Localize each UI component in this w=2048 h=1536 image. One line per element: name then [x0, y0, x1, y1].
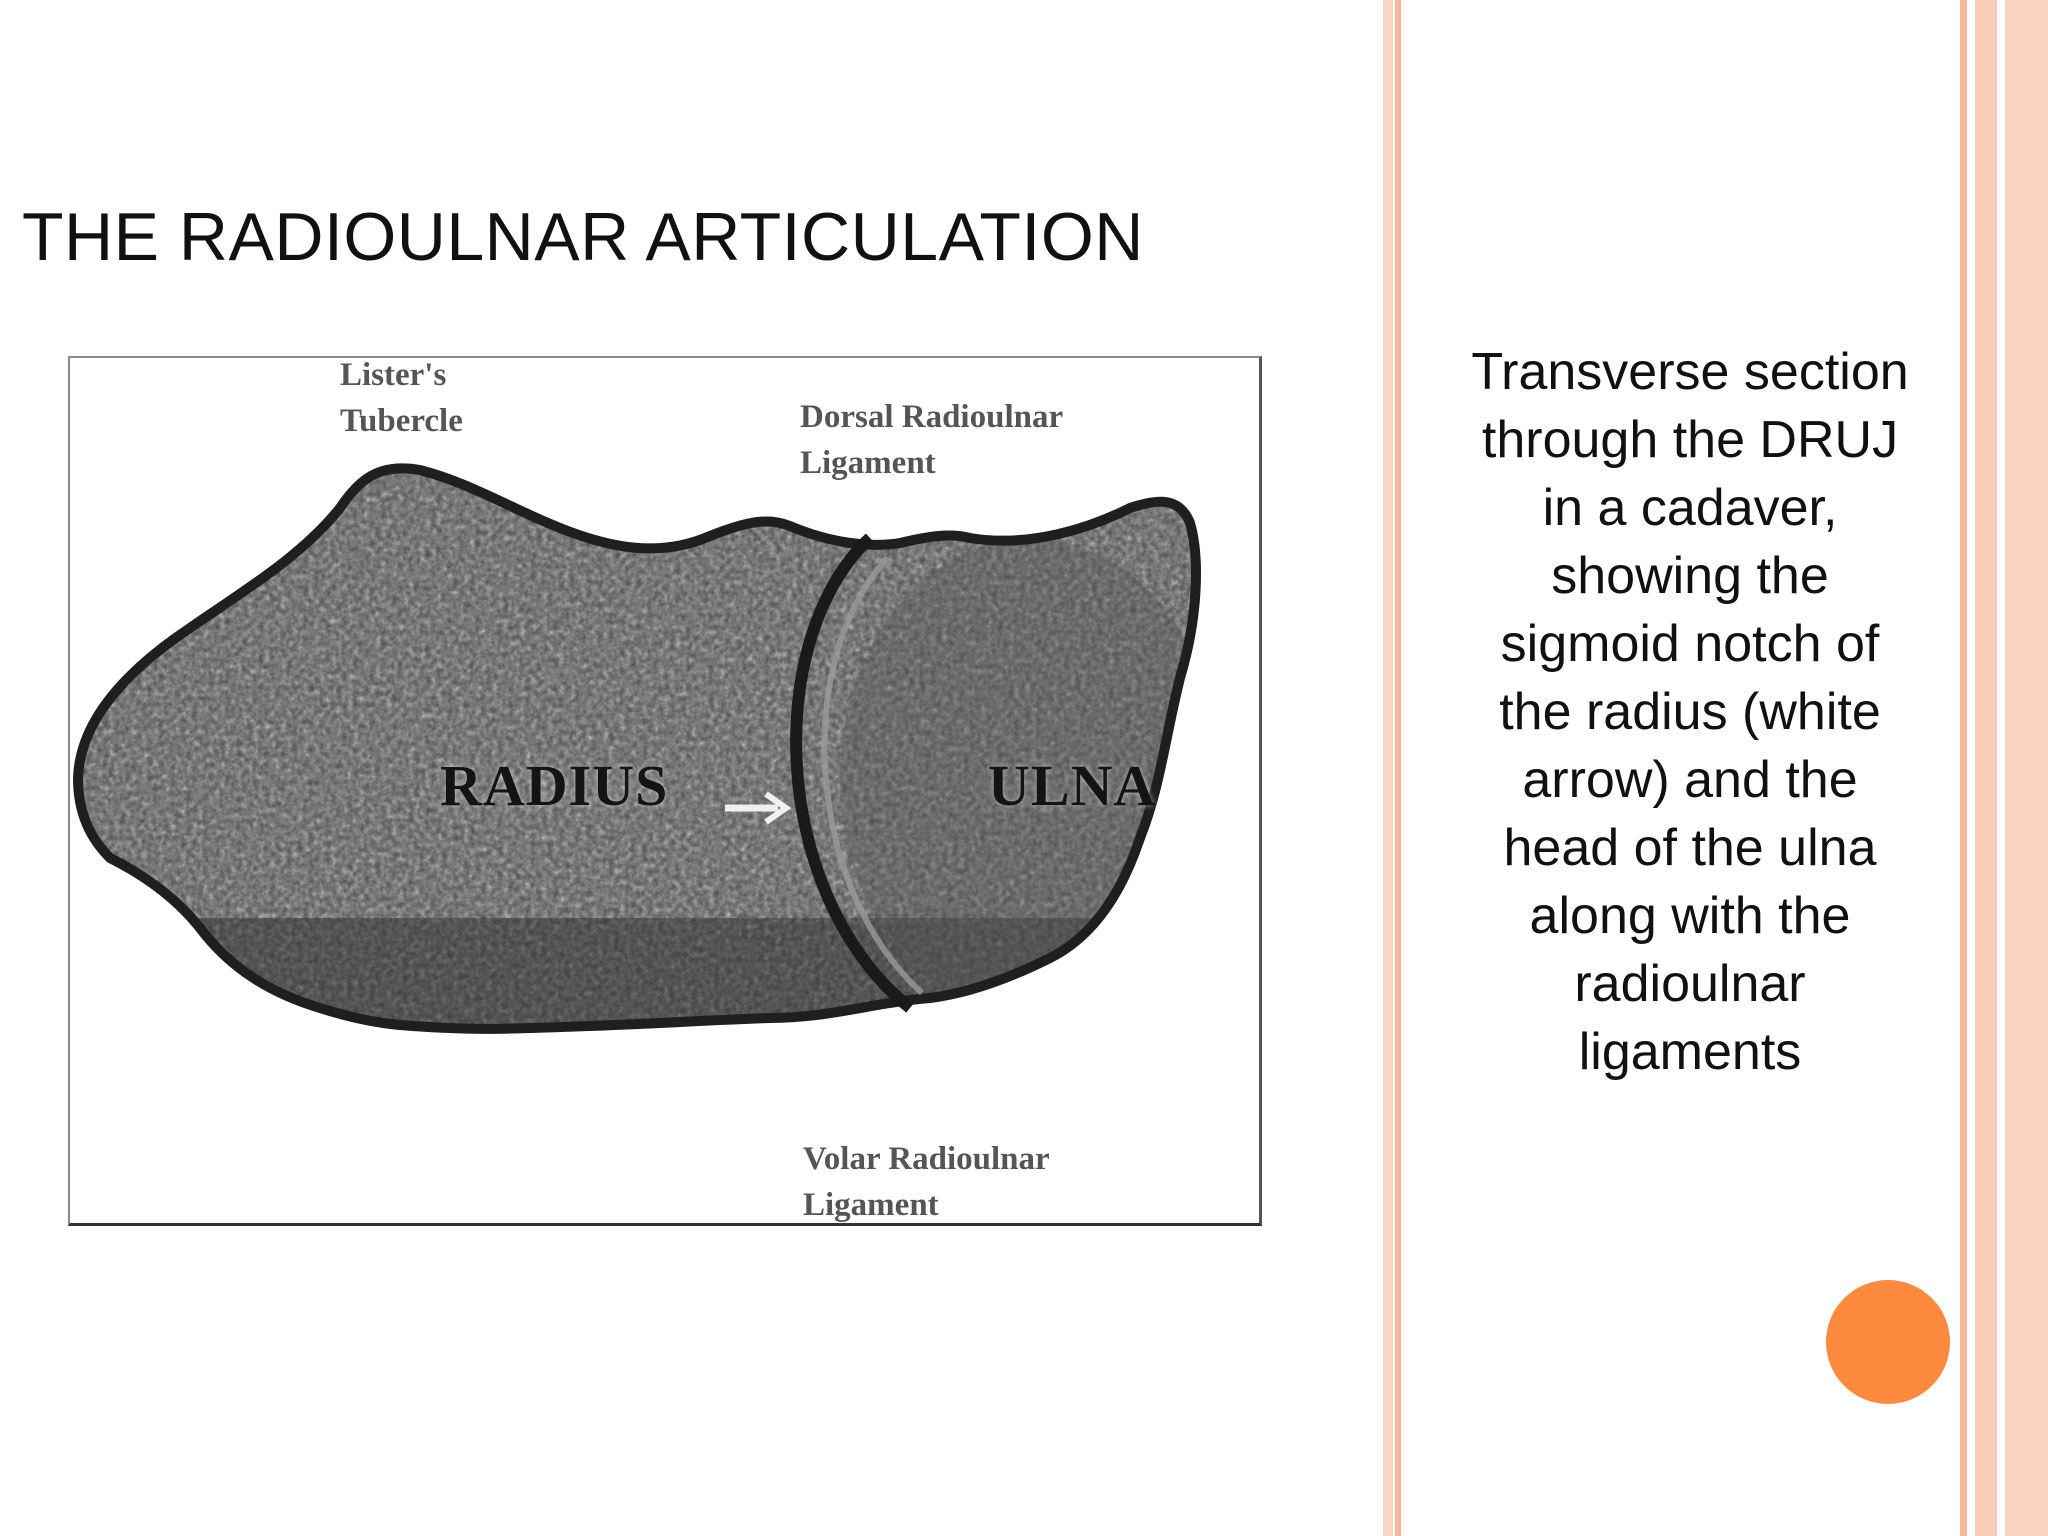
ulna-label: ULNA: [988, 753, 1157, 818]
stripe-decor: [1383, 0, 1393, 1536]
stripe-decor: [1960, 0, 1967, 1536]
stripe-decor: [1975, 0, 1997, 1536]
volar-radioulnar-ligament-label: Volar Radioulnar Ligament: [803, 1141, 1050, 1223]
decorative-circle: [1826, 1280, 1950, 1404]
listers-tubercle-label: Lister's Tubercle: [340, 357, 463, 439]
figure-caption: Transverse section through the DRUJ in a cadaver, showing the sigmoid notch of the radius (white arrow) and the head of the ulna along with the radioulnar ligaments: [1471, 343, 1909, 1081]
slide-title: THE RADIOULNAR ARTICULATION: [22, 199, 1144, 275]
figure-image: [68, 356, 1262, 1226]
radius-label: RADIUS: [440, 753, 669, 818]
dorsal-radioulnar-ligament-label: Dorsal Radioulnar Ligament: [800, 399, 1064, 481]
stripe-decor: [1395, 0, 1401, 1536]
stripe-decor: [2005, 0, 2048, 1536]
